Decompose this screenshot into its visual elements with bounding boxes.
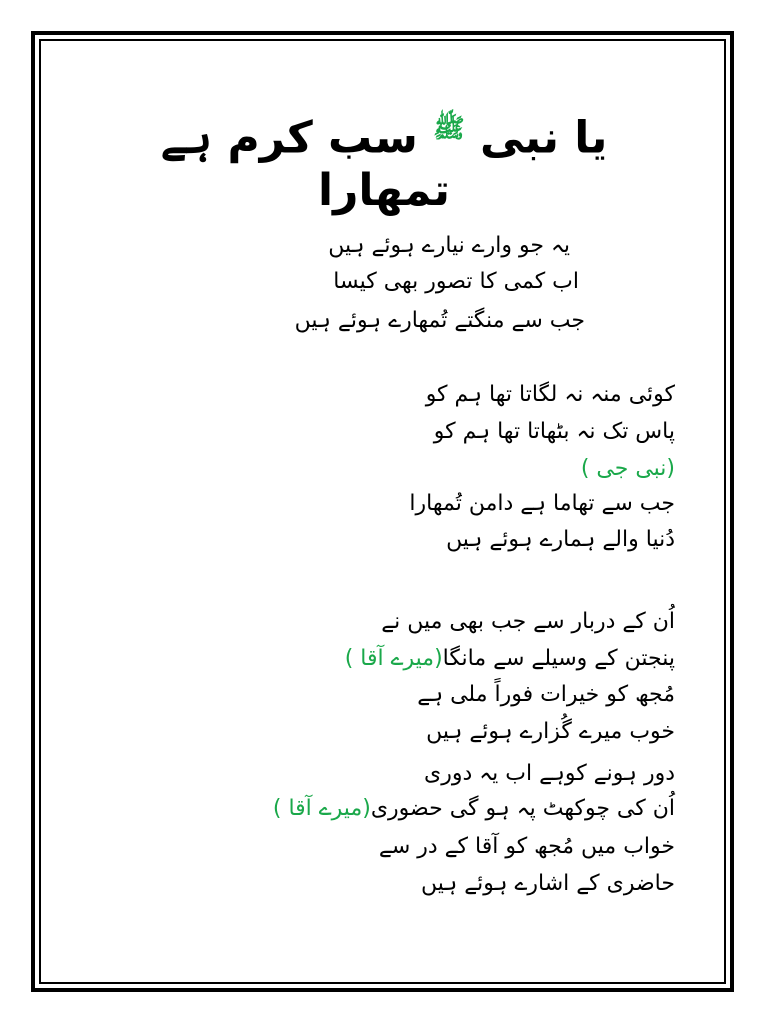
stanza2-line1: کوئی منہ نہ لگاتا تھا ہم کو bbox=[425, 382, 675, 407]
stanza3-refrain: (میرے آقا ) bbox=[344, 646, 443, 671]
stanza2-refrain: (نبی جی ) bbox=[580, 456, 675, 481]
title-line-2: تمھارا bbox=[318, 165, 450, 216]
salawat-symbol: ﷺ bbox=[433, 114, 465, 144]
stanza2-line4: دُنیا والے ہمارے ہوئے ہیں bbox=[446, 527, 675, 552]
stanza4-line3: خواب میں مُجھ کو آقا کے در سے bbox=[378, 834, 675, 859]
stanza3-line2 bbox=[345, 645, 675, 673]
stanza3-line1: اُن کے دربار سے جب بھی میں نے bbox=[381, 609, 675, 634]
stanza3-line2-text: پنجتن کے وسیلے سے مانگا bbox=[442, 646, 675, 671]
stanza1-line3: جب سے منگتے تُمھارے ہوئے ہیں bbox=[294, 308, 585, 333]
stanza2-line2: پاس تک نہ بٹھاتا تھا ہم کو bbox=[433, 419, 675, 444]
stanza3-line4: خوب میرے گُزارے ہوئے ہیں bbox=[426, 719, 675, 744]
stanza4-line4: حاضری کے اشارے ہوئے ہیں bbox=[421, 871, 675, 896]
stanza4-refrain: (میرے آقا ) bbox=[272, 796, 371, 821]
stanza1-line1: یہ جو وارے نیارے ہوئے ہیں bbox=[328, 233, 570, 258]
title-line-1 bbox=[60, 98, 708, 170]
title-part-2: سب کرم ہے bbox=[160, 112, 418, 164]
stanza4-line2-text: اُن کی چوکھٹ پہ ہو گی حضوری bbox=[370, 796, 675, 821]
stanza4-line1: دور ہونے کوہے اب یہ دوری bbox=[423, 761, 675, 786]
stanza4-line2 bbox=[273, 795, 675, 823]
stanza1-line2: اب کمی کا تصور بھی کیسا bbox=[333, 269, 579, 294]
stanza3-line3: مُجھ کو خیرات فوراً ملی ہے bbox=[417, 682, 675, 707]
title-part-1: یا نبی bbox=[479, 112, 608, 164]
stanza2-line3: جب سے تھاما ہے دامن تُمھارا bbox=[409, 491, 675, 516]
